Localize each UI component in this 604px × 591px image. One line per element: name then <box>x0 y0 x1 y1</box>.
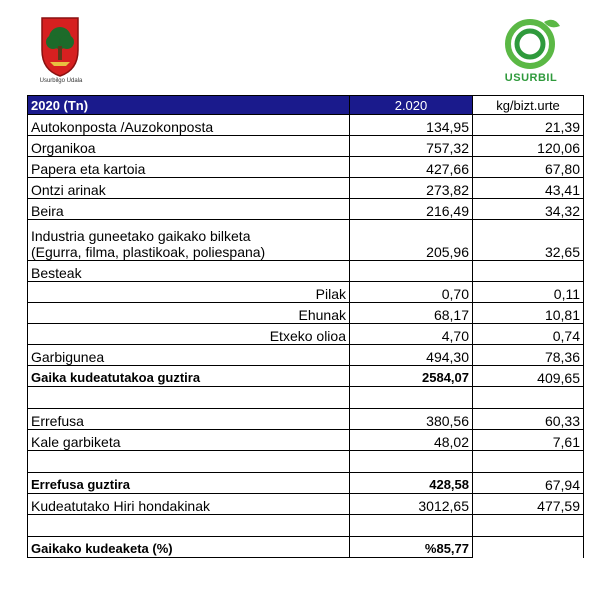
row-kg: 78,36 <box>473 345 584 366</box>
table-row <box>28 324 584 345</box>
row-label <box>28 220 350 261</box>
row-tn-empty <box>350 261 473 282</box>
row-label: Pilak <box>28 282 350 303</box>
row-tn: 0,70 <box>350 282 473 303</box>
row-tn: 273,82 <box>350 178 473 199</box>
row-label: Papera eta kartoia <box>28 157 350 178</box>
table-row <box>28 345 584 366</box>
table-row-empty <box>28 387 584 409</box>
table-row-empty <box>28 451 584 473</box>
table-row <box>28 157 584 178</box>
row-kg: 32,65 <box>473 220 584 261</box>
header-label: 2020 (Tn) <box>28 96 350 115</box>
row-kg: 67,94 <box>473 473 584 494</box>
row-label: Kale garbiketa <box>28 430 350 451</box>
row-kg: 0,74 <box>473 324 584 345</box>
row-label: Organikoa <box>28 136 350 157</box>
row-kg-empty <box>473 537 584 558</box>
row-label-line1: Industria guneetako gaikako bilketa <box>31 228 251 244</box>
table-row <box>28 261 584 282</box>
row-kg: 7,61 <box>473 430 584 451</box>
row-tn: 757,32 <box>350 136 473 157</box>
table-row-percentage <box>28 537 584 558</box>
table-row <box>28 136 584 157</box>
row-kg: 60,33 <box>473 409 584 430</box>
row-kg: 409,65 <box>473 366 584 387</box>
table-row <box>28 303 584 324</box>
row-label: Beira <box>28 199 350 220</box>
row-kg: 43,41 <box>473 178 584 199</box>
row-tn: 2584,07 <box>350 366 473 387</box>
table-row <box>28 178 584 199</box>
row-label: Ehunak <box>28 303 350 324</box>
waste-table <box>27 95 584 558</box>
table-row-empty <box>28 515 584 537</box>
row-kg: 67,80 <box>473 157 584 178</box>
row-tn: 216,49 <box>350 199 473 220</box>
row-label: Gaika kudeatutakoa guztira <box>28 366 350 387</box>
row-kg: 477,59 <box>473 494 584 515</box>
row-kg: 21,39 <box>473 115 584 136</box>
row-label: Besteak <box>28 261 350 282</box>
header-unit: kg/bizt.urte <box>473 96 584 115</box>
row-tn: %85,77 <box>350 537 473 558</box>
table-row <box>28 220 584 261</box>
row-tn: 428,58 <box>350 473 473 494</box>
row-label: Errefusa guztira <box>28 473 350 494</box>
logo-right-text: USURBIL <box>504 72 558 84</box>
table-row <box>28 494 584 515</box>
row-kg: 10,81 <box>473 303 584 324</box>
table-row <box>28 430 584 451</box>
row-tn: 68,17 <box>350 303 473 324</box>
table-row-total <box>28 473 584 494</box>
table-row-total <box>28 366 584 387</box>
row-label: Gaikako kudeaketa (%) <box>28 537 350 558</box>
row-tn: 380,56 <box>350 409 473 430</box>
row-kg: 0,11 <box>473 282 584 303</box>
table-row <box>28 199 584 220</box>
row-kg: 120,06 <box>473 136 584 157</box>
row-label: Errefusa <box>28 409 350 430</box>
row-tn: 48,02 <box>350 430 473 451</box>
row-kg: 34,32 <box>473 199 584 220</box>
row-label: Garbigunea <box>28 345 350 366</box>
header-year: 2.020 <box>350 96 473 115</box>
row-tn: 134,95 <box>350 115 473 136</box>
table-header <box>28 96 584 115</box>
row-label: Ontzi arinak <box>28 178 350 199</box>
row-kg-empty <box>473 261 584 282</box>
table-row <box>28 409 584 430</box>
row-label: Autokonposta /Auzokonposta <box>28 115 350 136</box>
row-tn: 205,96 <box>350 220 473 261</box>
table-row <box>28 282 584 303</box>
row-label: Kudeatutako Hiri hondakinak <box>28 494 350 515</box>
row-tn: 427,66 <box>350 157 473 178</box>
row-label-line2: (Egurra, filma, plastikoak, poliespana) <box>31 244 266 260</box>
table-row <box>28 115 584 136</box>
row-label: Etxeko olioa <box>28 324 350 345</box>
row-tn: 4,70 <box>350 324 473 345</box>
row-tn: 494,30 <box>350 345 473 366</box>
logo-left-caption: Usurbilgo Udala <box>39 78 83 84</box>
row-tn: 3012,65 <box>350 494 473 515</box>
